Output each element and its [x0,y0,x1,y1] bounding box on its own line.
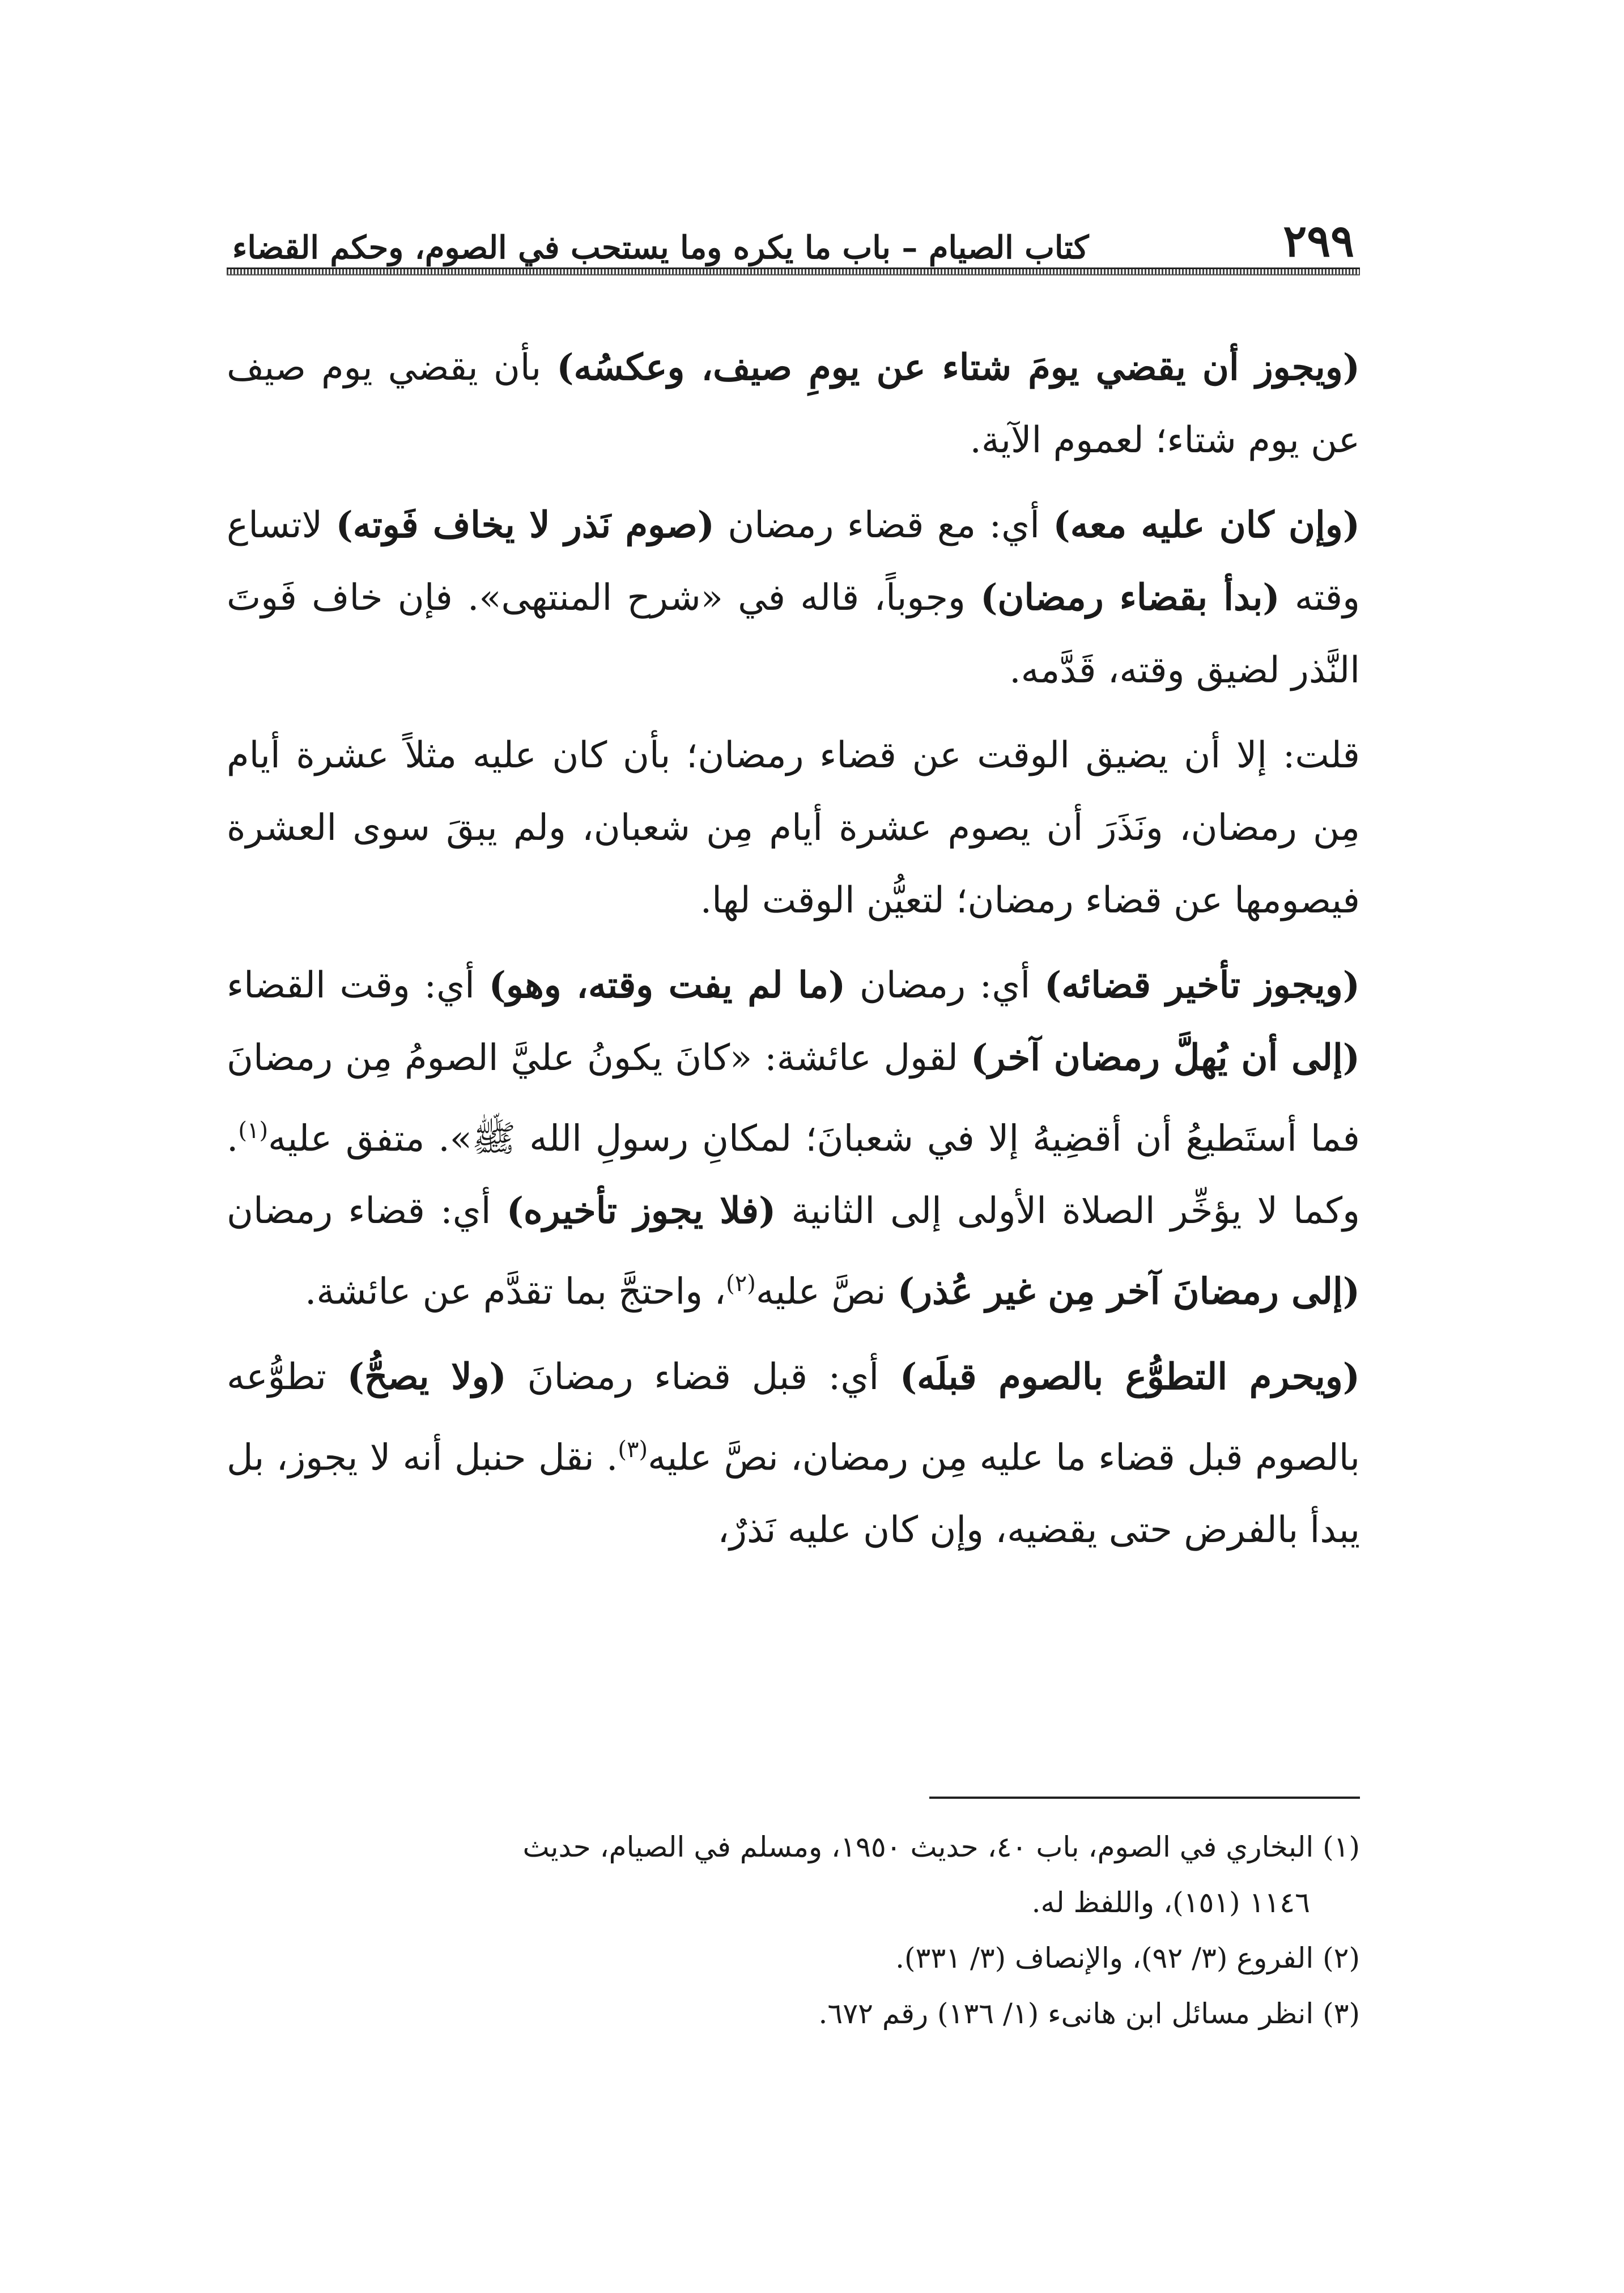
page-header [227,201,1360,267]
sharh-text: ، واحتجَّ بما تقدَّم عن عائشة. [305,1271,726,1313]
sharh-text: تطوُّعه بالصوم قبل قضاء ما عليه مِن رمضان، نصَّ عليه [227,1356,1361,1479]
paragraph [227,719,1360,937]
sharh-text: لاتساع وقته [227,504,1361,619]
sharh-text: أي: قبل قضاء رمضانَ [506,1356,900,1398]
main-text [227,332,1360,1579]
sharh-text: أي: قضاء رمضان [227,1190,507,1233]
footnote-marker: (٣) [618,1436,648,1463]
sharh-text: قلت: إلا أن يضيق الوقت عن قضاء رمضان؛ بأن كان عليه مثلاً عشرة أيام مِن رمضان، ونَذَرَ أن يصوم عشرة أيام مِن شعبان، ولم يبقَ سوى العشرة فيصومها عن قضاء رمضان؛ لتعيُّن الوقت لها. [227,734,1360,922]
footnote-text: البخاري في الصوم، باب ٤٠، حديث ١٩٥٠، ومسلم في الصيام، حديث [522,1831,1314,1863]
matn-text: (وإن كان عليه معه) [1053,504,1361,546]
matn-text: (بدأ بقضاء رمضان) [980,576,1280,619]
sharh-text: أي: مع قضاء رمضان [714,504,1053,546]
matn-text: (ويحرم التطوُّع بالصوم قبلَه) [899,1355,1361,1398]
matn-text: (صوم نَذر لا يخاف فَوته) [335,504,715,546]
sharh-text: وجوباً، قاله في «شرح المنتهى». فإن خاف فَوتَ النَّذر لضيق وقته، قَدَّمه. [227,577,1360,691]
matn-text: (ما لم يفت وقته، وهو) [488,964,846,1007]
footnote-marker: (١) [238,1118,269,1144]
matn-text: (فلا يجوز تأخيره) [506,1190,776,1233]
running-title: كتاب الصيام – باب ما يكره وما يستحب في الصوم، وحكم القضاء [232,229,1089,266]
footnote-continuation: ١١٤٦ (١٥١)، واللفظ له. [1031,1886,1310,1919]
footnote-text: انظر مسائل ابن هانىء (١/ ١٣٦) رقم ٦٧٢. [818,1997,1314,2030]
matn-text: (ويجوز أن يقضي يومَ شتاء عن يومِ صيف، وعكسُه) [556,346,1361,389]
sharh-text: لقول عائشة: «كانَ يكونُ عليَّ الصومُ مِن رمضانَ فما أستَطيعُ أن أقضِيهُ إلا في شعبانَ؛ لمكانِ رسولِ الله ﷺ». متفق عليه [227,1037,1361,1160]
matn-text: (إلى رمضانَ آخر مِن غير عُذر) [897,1270,1360,1313]
footnote [227,1989,1360,2039]
matn-text: (ويجوز تأخير قضائه) [1044,964,1361,1007]
footnote [227,1822,1360,1872]
matn-text: (ولا يصحُّ) [347,1355,507,1398]
paragraph [227,489,1360,707]
footnote-text: الفروع (٣/ ٩٢)، والإنصاف (٣/ ٣٣١). [895,1942,1314,1974]
sharh-text: أي: رمضان [845,965,1044,1007]
page-number: ٢٩٩ [1283,215,1354,267]
matn-text: (إلى أن يُهلَّ رمضان آخر) [970,1037,1361,1079]
footnote-marker: (٢) [726,1271,756,1297]
sharh-text: نصَّ عليه [755,1271,898,1313]
footnote [227,1933,1360,1983]
paragraph [227,1341,1360,1566]
footnote-number: (١) [1313,1831,1360,1863]
sharh-text: أي: وقت القضاء [227,965,489,1007]
footnotes [227,1822,1360,2044]
sharh-text: . نقل حنبل أنه لا يجوز، بل يبدأ بالفرض حتى يقضيه، وإن كان عليه نَذرٌ، [227,1436,1360,1551]
sharh-text: . وكما لا يؤخِّر الصلاة الأولى إلى الثانية [227,1118,1361,1233]
footnote-number: (٢) [1313,1942,1360,1974]
paragraph [227,332,1360,477]
paragraph [227,949,1360,1328]
footnote-number: (٣) [1313,1997,1360,2030]
sharh-text: بأن يقضي يوم صيف عن يوم شتاء؛ لعموم الآية. [227,347,1360,461]
header-rule [227,267,1360,275]
book-page [227,0,1360,2293]
footnote-rule [929,1797,1360,1799]
